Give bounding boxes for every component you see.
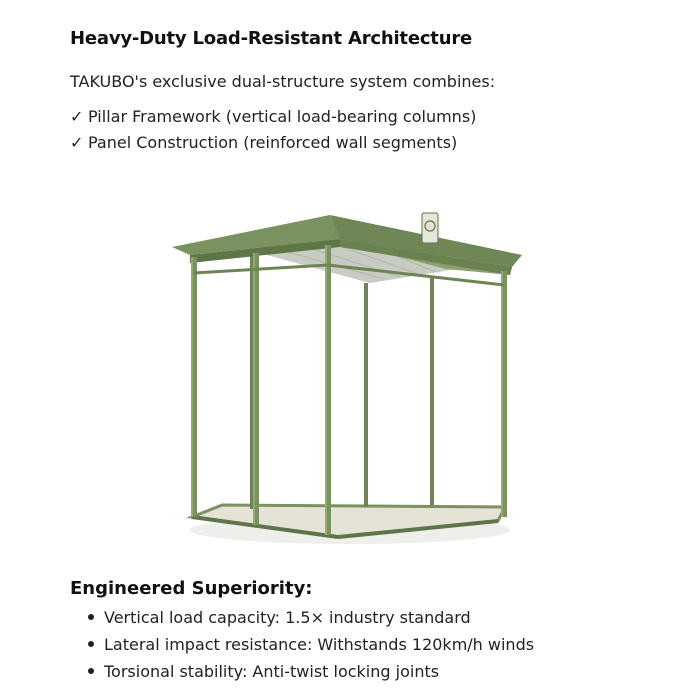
feature-item <box>70 104 476 130</box>
checkmark-icon: ✓ <box>70 107 84 126</box>
list-item-text: Vertical load capacity: 1.5× industry standard <box>104 608 471 627</box>
intro-text: TAKUBO's exclusive dual-structure system combines: <box>70 72 496 91</box>
list-item <box>70 658 534 685</box>
list-item-text: Torsional stability: Anti-twist locking joints <box>104 662 440 681</box>
bullet-icon <box>88 668 94 674</box>
feature-item-text: Pillar Framework (vertical load-bearing columns) <box>88 107 477 126</box>
bullet-icon <box>88 641 94 647</box>
pillar-highlights <box>192 245 502 535</box>
feature-item-text: Panel Construction (reinforced wall segments) <box>88 133 458 152</box>
feature-item <box>70 130 476 156</box>
front-pillars <box>194 245 504 535</box>
section-heading-architecture: Heavy-Duty Load-Resistant Architecture <box>70 28 473 49</box>
top-tie-beam <box>194 265 328 273</box>
list-item <box>70 631 534 658</box>
brand-badge-icon <box>422 213 438 243</box>
back-pillars <box>252 251 432 509</box>
section-heading-superiority: Engineered Superiority: <box>70 578 313 599</box>
list-item-text: Lateral impact resistance: Withstands 120km/h winds <box>104 635 535 654</box>
checkmark-icon: ✓ <box>70 133 84 152</box>
superiority-list <box>70 604 534 685</box>
feature-checklist <box>70 104 476 156</box>
list-item <box>70 604 534 631</box>
bullet-icon <box>88 614 94 620</box>
shed-structure-image <box>160 195 540 555</box>
